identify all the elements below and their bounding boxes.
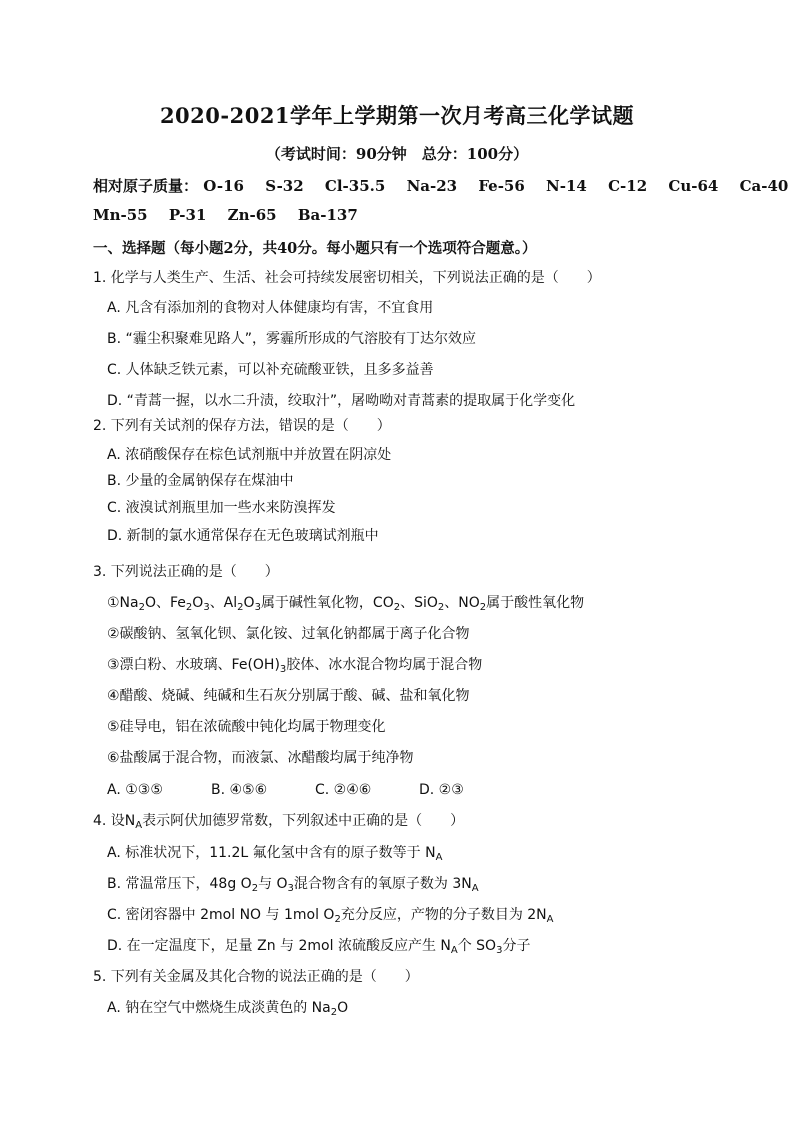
question-3-statement-4: ④醋酸、烧碱、纯碱和生石灰分别属于酸、碱、盐和氧化物 — [107, 688, 470, 704]
atomic-mass-label: 相对原子质量： — [93, 177, 199, 195]
question-4-option-c: C. 密闭容器中 2mol NO 与 1mol $O_2$充分反应，产物的分子数目为 $2N_A$ — [107, 907, 554, 925]
question-1-option-d: D. “青蒿一握，以水二升渍，绞取汁”，屠呦呦对青蒿素的提取属于化学变化 — [107, 393, 576, 409]
atomic-mass-row-1 — [93, 175, 789, 196]
question-3-choice-c: C. ②④⑥ — [315, 782, 372, 798]
atomic-mass: N-14 — [546, 177, 587, 195]
question-3-stem: 3. 下列说法正确的是（ ） — [93, 564, 279, 580]
exam-subtitle: （考试时间：90分钟 总分：100分） — [265, 145, 529, 163]
question-5-option-a: A. 钠在空气中燃烧生成淡黄色的 $Na_2O$ — [107, 1000, 349, 1018]
question-3-statement-6: ⑥盐酸属于混合物，而液氯、冰醋酸均属于纯净物 — [107, 750, 414, 766]
question-2-option-d: D. 新制的氯水通常保存在无色玻璃试剂瓶中 — [107, 528, 379, 544]
atomic-mass: Mn-55 — [93, 206, 148, 224]
question-3-statement-5: ⑤硅导电，铝在浓硫酸中钝化均属于物理变化 — [107, 719, 386, 735]
question-5-stem: 5. 下列有关金属及其化合物的说法正确的是（ ） — [93, 969, 419, 985]
atomic-mass-row-2 — [93, 206, 713, 224]
question-1-option-c: C. 人体缺乏铁元素，可以补充硫酸亚铁，且多多益善 — [107, 362, 434, 378]
atomic-mass: P-31 — [168, 206, 207, 224]
question-4-stem: 4. 设$N_A$表示阿伏加德罗常数，下列叙述中正确的是（ ） — [93, 813, 465, 831]
section-heading: 一、选择题（每小题2分，共40分。每小题只有一个选项符合题意。） — [93, 240, 537, 257]
question-4-option-b: B. 常温常压下，48g $O_2$与 $O_3$混合物含有的氧原子数为 $3N_A$ — [107, 876, 479, 894]
atomic-mass: Ca-40 — [739, 177, 789, 195]
atomic-mass: Zn-65 — [227, 206, 277, 224]
atomic-mass: C-12 — [608, 177, 648, 195]
exam-title: 2020-2021学年上学期第一次月考高三化学试题 — [159, 103, 635, 128]
question-3-choice-a: A. ①③⑤ — [107, 782, 163, 798]
atomic-mass: Na-23 — [406, 177, 458, 195]
question-3-choices — [107, 781, 523, 799]
question-3-statement-3: ③漂白粉、水玻璃、$Fe(OH)_3$胶体、冰水混合物均属于混合物 — [107, 657, 483, 675]
question-3-choice-b: B. ④⑤⑥ — [211, 782, 268, 798]
question-3-choice-d: D. ②③ — [419, 782, 464, 798]
atomic-mass: Cu-64 — [668, 177, 719, 195]
question-2-option-a: A. 浓硝酸保存在棕色试剂瓶中并放置在阴凉处 — [107, 447, 392, 463]
question-1-option-b: B. “霾尘积聚难见路人”，雾霾所形成的气溶胶有丁达尔效应 — [107, 331, 477, 347]
atomic-mass: S-32 — [265, 177, 304, 195]
atomic-mass: Cl-35.5 — [324, 177, 386, 195]
atomic-mass: O-16 — [203, 177, 244, 195]
question-4-option-d: D. 在一定温度下，足量 Zn 与 2mol 浓硫酸反应产生 $N_A$个 $SO_3$分子 — [107, 938, 531, 956]
atomic-mass: Fe-56 — [478, 177, 525, 195]
question-2-stem: 2. 下列有关试剂的保存方法，错误的是（ ） — [93, 418, 391, 434]
atomic-mass: Ba-137 — [297, 206, 358, 224]
question-2-option-c: C. 液溴试剂瓶里加一些水来防溴挥发 — [107, 500, 336, 516]
question-3-statement-2: ②碳酸钠、氢氧化钡、氯化铵、过氧化钠都属于离子化合物 — [107, 626, 470, 642]
question-1-option-a: A. 凡含有添加剂的食物对人体健康均有害，不宜食用 — [107, 300, 434, 316]
question-3-statement-1: $①Na_2O$、$Fe_2O_3$、$Al_2O_3$属于碱性氧化物，$CO_2$、SiO$_2$、$NO_2$属于酸性氧化物 — [107, 595, 585, 613]
question-2-option-b: B. 少量的金属钠保存在煤油中 — [107, 473, 294, 489]
question-1-stem: 1. 化学与人类生产、生活、社会可持续发展密切相关，下列说法正确的是（ ） — [93, 270, 601, 286]
question-4-option-a: A. 标准状况下，11.2L 氟化氢中含有的原子数等于 $N_A$ — [107, 845, 443, 863]
